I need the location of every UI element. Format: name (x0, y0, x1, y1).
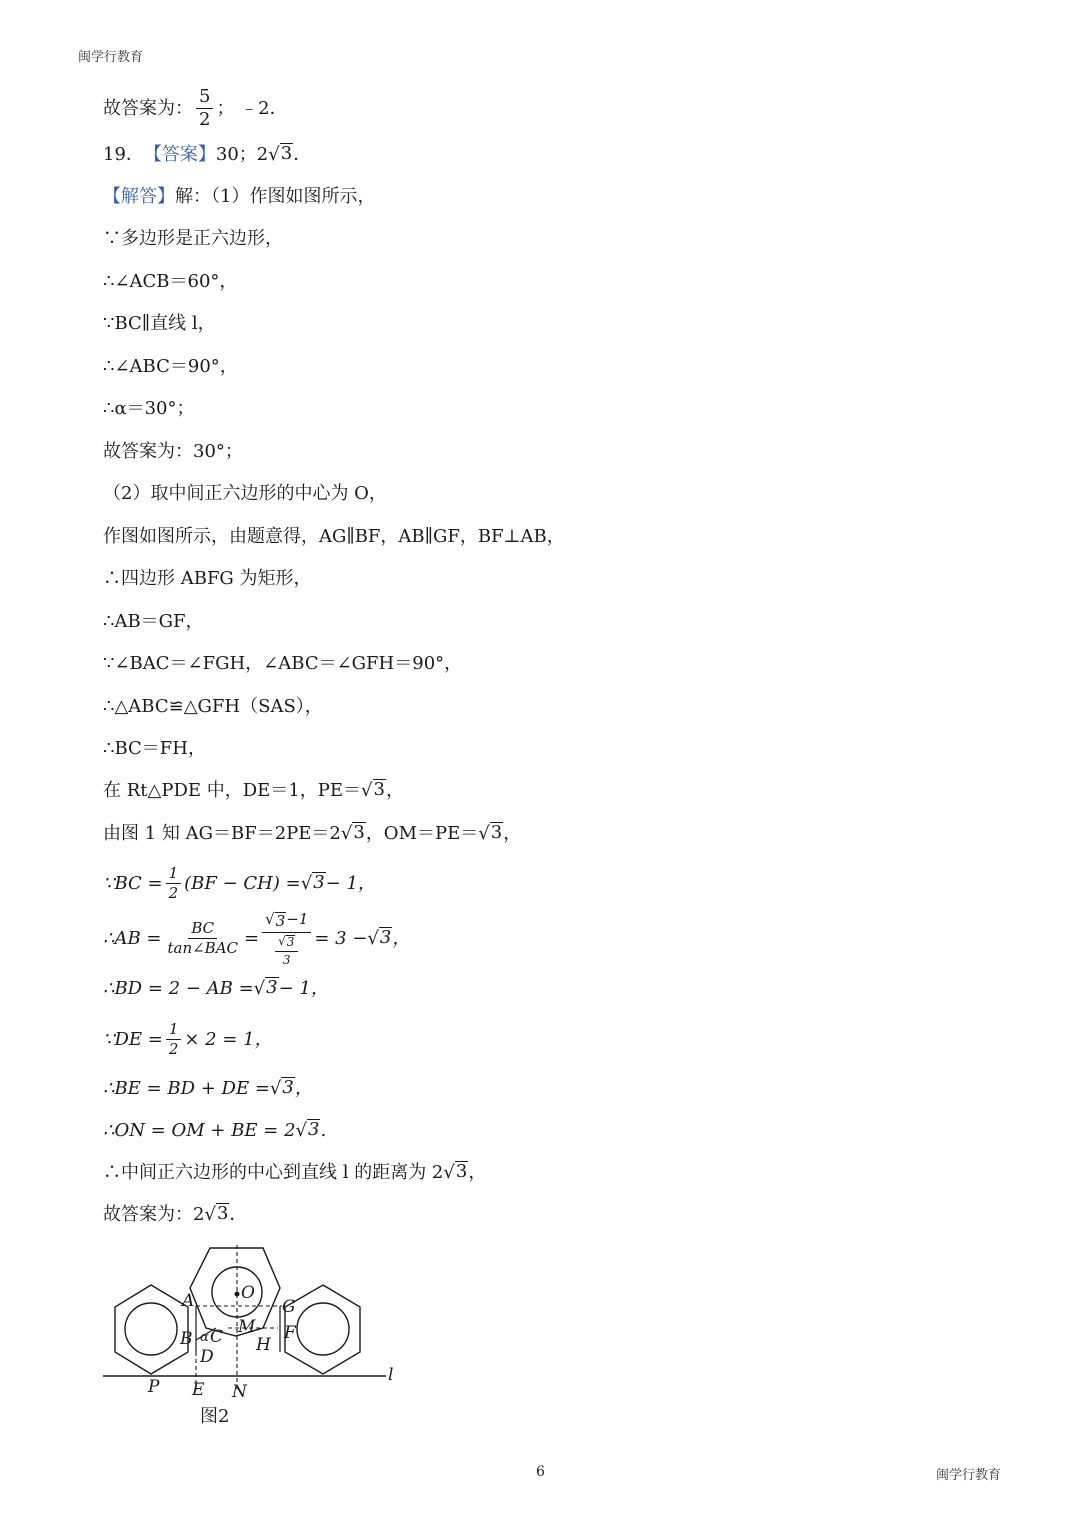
solution-line: ∴AB＝GF， (103, 611, 204, 632)
sqrt: √ 3 (361, 779, 385, 801)
fraction (196, 88, 213, 129)
text: ∴AB = (103, 927, 162, 949)
solution-line: ∴∠ABC＝90°， (103, 356, 238, 377)
text: ， (503, 823, 522, 844)
radicand: 3 (280, 143, 293, 164)
header-brand: 闽学行教育 (78, 50, 144, 65)
solution-conclusion (103, 1161, 486, 1185)
text: −1 (286, 910, 309, 928)
sqrt: √ 3 (278, 933, 295, 949)
denominator: 2 (168, 884, 179, 902)
text: − 1， (278, 978, 329, 999)
sqrt: √ 3 (300, 871, 325, 894)
fraction (275, 935, 298, 966)
radicand: 3 (353, 822, 365, 843)
label-B: B (180, 1329, 193, 1349)
label-O: O (241, 1283, 255, 1303)
radicand: 3 (282, 1077, 294, 1098)
fraction (166, 1022, 182, 1057)
solution-line: 作图如图所示，由题意得，AG∥BF，AB∥GF，BF⊥AB， (103, 526, 565, 547)
label-F: F (284, 1323, 296, 1343)
solution-formula (103, 1077, 313, 1101)
solution-line: ∴∠ACB＝60°， (103, 271, 238, 292)
text: ，OM＝PE＝ (365, 823, 479, 844)
sqrt: √ 3 (269, 1077, 294, 1099)
solution-tag: 【解答】 (103, 186, 175, 207)
question-19-answer (103, 143, 311, 167)
numerator (275, 935, 298, 952)
label-G: G (282, 1297, 296, 1317)
radicand: 3 (275, 912, 286, 930)
numerator: 5 (196, 88, 213, 109)
denominator: 2 (168, 1040, 179, 1058)
text: = (244, 927, 260, 949)
denominator: 2 (199, 109, 211, 130)
label-M: M (238, 1317, 256, 1337)
solution-formula (103, 1022, 273, 1057)
footer-brand: 闽学行教育 (936, 1468, 1002, 1483)
sqrt: √ 3 (443, 1161, 468, 1183)
middle-hexagon (190, 1248, 280, 1336)
numerator: 1 (166, 866, 182, 884)
sqrt: √ 3 (204, 1203, 229, 1225)
text: ； ﹣2． (216, 97, 288, 119)
label-H: H (256, 1335, 271, 1355)
fraction (166, 866, 182, 901)
radicand: 3 (286, 934, 295, 949)
text: 解：（1）作图如图所示， (175, 186, 376, 207)
label-alpha: α (200, 1330, 209, 1345)
radicand: 3 (379, 926, 392, 948)
sqrt: √ 3 (295, 1119, 320, 1141)
text: ． (229, 1204, 248, 1225)
question-number: 19． (103, 144, 144, 165)
solution-line: ∵BC∥直线 l， (103, 313, 216, 334)
final-answer (103, 1203, 247, 1227)
numerator (262, 912, 311, 933)
text: = 3 − (314, 927, 368, 949)
page-number: 6 (536, 1464, 545, 1480)
denominator: tan∠BAC (167, 939, 239, 958)
label-D: D (200, 1347, 214, 1367)
radicand: 3 (455, 1161, 468, 1182)
label-E: E (192, 1380, 205, 1400)
sqrt: √ 3 (265, 910, 286, 930)
solution-line: ∴四边形 ABFG 为矩形， (103, 568, 312, 589)
text: 在 Rt△PDE 中，DE＝1，PE＝ (103, 780, 362, 801)
fraction (164, 921, 241, 956)
sqrt: √ 3 (367, 926, 392, 949)
sqrt: √ 3 (268, 143, 293, 165)
solution-line: ∵∠BAC＝∠FGH，∠ABC＝∠GFH＝90°， (103, 653, 463, 674)
right-circle (297, 1303, 349, 1355)
solution-line: ∴△ABC≌△GFH（SAS）， (103, 696, 323, 717)
answer-line-18 (103, 88, 288, 129)
text: ∵BC = (103, 872, 163, 894)
numerator: 1 (166, 1022, 182, 1040)
solution-line: ∴BC＝FH， (103, 738, 206, 759)
text: . (320, 1120, 327, 1141)
text: ． (293, 144, 312, 165)
text: ∵DE = (103, 1028, 163, 1050)
geometry-figure (98, 1240, 403, 1435)
text: ∴BD = 2 − AB = (103, 978, 254, 999)
figure-caption: 图2 (200, 1406, 230, 1427)
text: − 1， (325, 872, 376, 894)
radicand: 3 (373, 779, 385, 800)
solution-line: （2）取中间正六边形的中心为 O， (103, 483, 387, 504)
text: ， (294, 1078, 313, 1099)
text: ， (468, 1162, 487, 1183)
text: 故答案为： (103, 97, 193, 119)
answer-tag: 【答案】 (143, 144, 216, 165)
denominator: 3 (282, 952, 291, 967)
radicand: 3 (490, 822, 503, 843)
solution-line: 故答案为：30°； (103, 441, 243, 462)
solution-formula (103, 977, 329, 1001)
solution-line (103, 822, 521, 846)
label-P: P (148, 1377, 160, 1397)
radicand: 3 (266, 977, 278, 998)
text: 由图 1 知 AG＝BF＝2PE＝2 (103, 823, 341, 844)
solution-line (103, 779, 404, 803)
radicand: 3 (308, 1119, 320, 1140)
radicand: 3 (216, 1203, 229, 1224)
solution-formula (103, 1119, 326, 1143)
label-C: C (210, 1327, 224, 1347)
solution-line: ∵多边形是正六边形， (103, 228, 283, 249)
sqrt: √ 3 (478, 822, 503, 844)
text: (BF − CH) = (184, 872, 301, 894)
text: 30；2 (215, 144, 269, 165)
label-A: A (182, 1291, 195, 1311)
sqrt: √ 3 (340, 822, 365, 844)
denominator (269, 933, 304, 966)
text: ∴BE = BD + DE = (103, 1078, 270, 1099)
fraction (262, 912, 311, 966)
text: ∴ON = OM + BE = 2 (103, 1120, 296, 1141)
solution-line: ∴α＝30°； (103, 398, 195, 419)
text: ∴中间正六边形的中心到直线 l 的距离为 2 (103, 1162, 444, 1183)
left-circle (125, 1303, 177, 1355)
label-N: N (232, 1382, 247, 1402)
radicand: 3 (313, 871, 325, 893)
solution-formula (103, 912, 410, 966)
solution-start (103, 185, 375, 209)
label-l: l (388, 1365, 394, 1385)
text: ， (392, 927, 411, 949)
numerator: BC (188, 921, 217, 939)
center-dot (235, 1292, 240, 1297)
text: × 2 = 1， (184, 1028, 273, 1050)
sqrt: √ 3 (253, 977, 278, 999)
text: 故答案为：2 (103, 1204, 205, 1225)
text: ， (385, 780, 404, 801)
solution-formula (103, 866, 376, 901)
